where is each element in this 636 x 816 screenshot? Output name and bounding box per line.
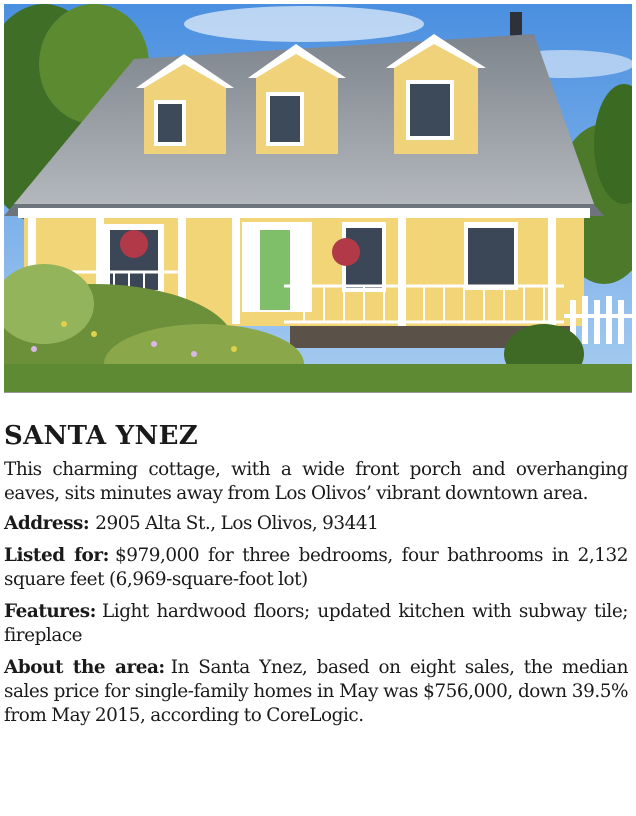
features-line [4,600,628,648]
listed-for-label: Listed for: [4,545,109,566]
intro-text: This charming cottage, with a wide front porch and overhanging eaves, sits minutes away from Los Olivos’ vibrant downtown area. [4,459,628,504]
address-value: 2905 Alta St., Los Olivos, 93441 [95,513,379,534]
address-line [4,512,628,536]
listed-for-line [4,544,628,592]
features-value: Light hardwood floors; updated kitchen with subway tile; fireplace [4,601,628,646]
house-illustration [4,4,632,392]
about-area-value: In Santa Ynez, based on eight sales, the median sales price for single-family homes in May was $756,000, down 39.5% from May 2015, according to CoreLogic. [4,657,628,726]
front-door [260,230,290,310]
about-area-line [4,656,628,728]
about-area-label: About the area: [4,657,165,678]
features-label: Features: [4,601,97,622]
house-photo [4,4,632,393]
listing-article [4,420,628,736]
listed-for-value: $979,000 for three bedrooms, four bathrooms in 2,132 square feet (6,969-square-foot lot) [4,545,629,590]
address-label: Address: [4,513,90,534]
headline: SANTA YNEZ [4,421,198,451]
